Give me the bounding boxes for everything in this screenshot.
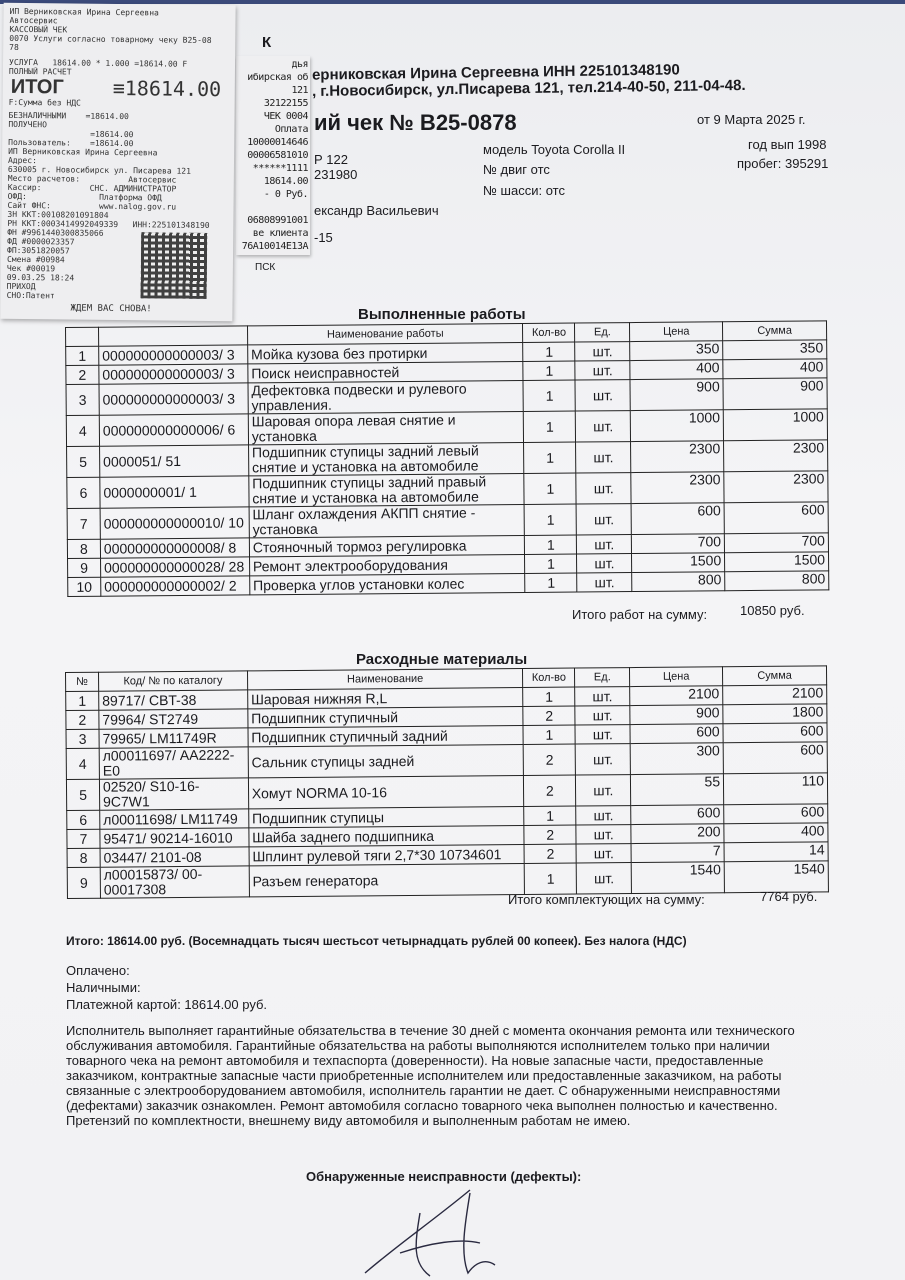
item-name: Подшипник ступицы задний левый снятие и установка на автомобиле <box>248 442 524 475</box>
qr-code <box>141 232 208 299</box>
item-code: 03447/ 2101-08 <box>100 847 249 867</box>
item-sum: 2300 <box>724 471 828 503</box>
column-header: Наименование работы <box>247 324 523 345</box>
item-code: 0000051/ 51 <box>99 445 248 477</box>
customer-name: ександр Васильевич <box>314 203 439 218</box>
row-number: 10 <box>68 577 101 596</box>
item-unit: шт. <box>577 573 632 592</box>
item-code: л00015873/ 00-00017308 <box>100 866 249 898</box>
item-qty: 1 <box>525 554 577 573</box>
item-sum: 2300 <box>724 440 828 472</box>
paid-label: Оплачено: <box>66 963 130 978</box>
item-qty: 1 <box>525 535 577 554</box>
receipt-line: F:Сумма без НДС <box>8 97 81 108</box>
column-header: Наименование <box>247 669 523 690</box>
works-total-label: Итого работ на сумму: <box>572 607 708 622</box>
item-sum: 400 <box>723 359 827 379</box>
item-price: 800 <box>632 572 725 592</box>
item-price: 700 <box>632 534 725 554</box>
column-header: Ед. <box>575 323 630 342</box>
slip-line: дья <box>291 59 308 70</box>
item-unit: шт. <box>575 380 630 411</box>
vehicle-engine: № двиг отс <box>483 162 550 177</box>
receipt-line: ИП Верниковская Ирина Сергеевна <box>9 6 159 18</box>
item-price: 1540 <box>631 862 724 894</box>
item-price: 7 <box>631 843 724 863</box>
slip-line: 76A10014E13A <box>241 241 308 252</box>
slip-line: ибирская об <box>247 72 308 83</box>
column-header <box>98 326 247 346</box>
item-sum: 350 <box>723 340 827 360</box>
item-price: 900 <box>630 379 723 411</box>
receipt-line: ФН #9961440300835066 <box>7 227 104 238</box>
receipt-line: ОФД: Платформа ОФД <box>7 191 162 203</box>
column-header: Сумма <box>723 321 827 341</box>
column-header: Код/ № по каталогу <box>98 671 247 691</box>
slip-line: 121 <box>291 85 308 96</box>
item-sum: 600 <box>723 723 827 743</box>
column-header: Цена <box>630 667 723 687</box>
item-sum: 1000 <box>723 409 827 441</box>
item-sum: 400 <box>724 823 828 843</box>
slip-line: ******1111 <box>252 163 308 174</box>
row-number: 5 <box>67 446 100 477</box>
table-row <box>67 861 828 899</box>
item-code: 79965/ LM11749R <box>99 728 248 748</box>
item-qty: 1 <box>523 380 575 411</box>
receipt-line: РН ККТ:0003414992049339 ИНН:225101348190 <box>7 218 210 230</box>
item-name: Разъем генератора <box>249 863 525 896</box>
item-name: Шплинт рулевой тяги 2,7*30 10734601 <box>249 844 525 865</box>
item-price: 900 <box>630 705 723 725</box>
item-qty: 2 <box>524 775 576 806</box>
row-number: 2 <box>66 710 99 729</box>
item-qty: 1 <box>524 411 576 442</box>
item-name: Шаровая нижняя R,L <box>247 688 523 709</box>
item-name: Хомут NORMA 10-16 <box>248 776 524 809</box>
item-price: 2100 <box>630 686 723 706</box>
item-unit: шт. <box>575 361 630 380</box>
item-code: л00011698/ LM11749 <box>100 809 249 829</box>
item-price: 1000 <box>631 410 724 442</box>
receipt-line: 630005 г. Новосибирск ул. Писарева 121 <box>7 164 191 176</box>
item-unit: шт. <box>575 744 630 775</box>
item-name: Мойка кузова без протирки <box>248 343 524 364</box>
item-qty: 2 <box>524 825 576 844</box>
item-unit: шт. <box>576 442 631 473</box>
item-code: 000000000000006/ 6 <box>99 414 248 446</box>
column-header: Кол-во <box>523 323 575 342</box>
title-fragment: К <box>262 34 272 51</box>
receipt-line: КАССОВЫЙ ЧЕК <box>9 24 68 35</box>
row-number: 8 <box>67 539 100 558</box>
item-name: Шаровая опора левая снятие и установка <box>248 412 524 445</box>
receipt-line: СНО:Патент <box>6 290 55 301</box>
column-header <box>66 327 99 346</box>
item-price: 300 <box>630 743 723 775</box>
row-number: 7 <box>67 829 100 848</box>
item-name: Подшипник ступицы <box>248 806 524 827</box>
item-unit: шт. <box>576 806 631 825</box>
item-sum: 1500 <box>725 552 829 572</box>
row-number: 6 <box>67 477 100 508</box>
item-name: Проверка углов установки колес <box>250 573 526 594</box>
document-date: от 9 Марта 2025 г. <box>697 112 806 127</box>
item-name: Дефектовка подвески и рулевого управления. <box>248 381 524 414</box>
text-fragment: ПСК <box>255 262 276 273</box>
item-unit: шт. <box>576 504 631 535</box>
payment-slip <box>236 56 310 255</box>
item-qty: 1 <box>523 361 575 380</box>
row-number: 2 <box>66 365 99 384</box>
item-code: 95471/ 90214-16010 <box>100 828 249 848</box>
item-sum: 900 <box>723 378 827 410</box>
warranty-text: Исполнитель выполняет гарантийные обязательства в течение 30 дней с момента окончания ремонта или технического обслуживания автомобиля. Гарантийные обязательства на работы выполняются исполнителем только при наличии товарного чека на ремонт автомобиля и техпаспорта (доверенности). На новые запасные части, предоставленные заказчиком, контрактные запасные части приобретенные исполнителем или предоставленные заказчиком, на работы связанные с электрооборудованием автомобиля, исполнитель гарантии не дает. С обнаруженными неисправностями (дефектами) заказчик ознакомлен. Ремонт автомобиля согласно товарного чека выполнен полностью и качественно. Претензий по комплектности, внешнему виду автомобиля и выполненным работам не имею. <box>66 1023 795 1128</box>
row-number: 5 <box>66 779 99 810</box>
receipt-line: Пользователь: =18614.00 <box>8 137 134 149</box>
receipt-line: =18614.00 <box>8 128 134 140</box>
item-code: 89717/ CBT-38 <box>99 690 248 710</box>
item-qty: 1 <box>524 473 576 504</box>
receipt-total: ≡18614.00 <box>112 75 222 102</box>
item-code: 000000000000003/ 3 <box>99 364 248 384</box>
item-qty: 1 <box>525 863 577 894</box>
row-number: 8 <box>67 848 100 867</box>
receipt-line: Смена #00984 <box>6 254 65 265</box>
row-number: 3 <box>66 729 99 748</box>
receipt-line: Сайт ФНС: www.nalog.gov.ru <box>7 200 177 212</box>
receipt-line: УСЛУГА 18614.00 * 1.000 =18614.00 F <box>8 57 188 69</box>
item-price: 2300 <box>631 441 724 473</box>
item-code: 000000000000028/ 28 <box>100 557 249 577</box>
item-qty: 1 <box>523 342 575 361</box>
item-unit: шт. <box>575 706 630 725</box>
seller-line: ерниковская Ирина Сергеевна ИНН 225101348190 <box>311 61 680 84</box>
vehicle-mileage: пробег: 395291 <box>737 156 829 171</box>
item-qty: 1 <box>524 806 576 825</box>
item-name: Стояночный тормоз регулировка <box>249 535 525 556</box>
column-header: Кол-во <box>523 668 575 687</box>
row-number: 7 <box>67 508 100 539</box>
column-header: Сумма <box>723 666 827 686</box>
item-qty: 2 <box>523 706 575 725</box>
receipt-total-label: ИТОГ <box>10 75 64 99</box>
receipt-line: Кассир: СНС. АДМИНИСТРАТОР <box>7 182 177 194</box>
document-title: ий чек № В25-0878 <box>314 110 517 135</box>
materials-table <box>65 665 829 899</box>
vehicle-plate: Р 122 <box>314 152 348 167</box>
item-name: Подшипник ступичный <box>248 707 524 728</box>
item-sum: 1540 <box>724 861 828 893</box>
works-total: 10850 руб. <box>740 603 805 618</box>
item-code: 0000000001/ 1 <box>100 476 249 508</box>
materials-title: Расходные материалы <box>356 651 528 668</box>
item-code: л00011697/ AA2222-E0 <box>99 747 248 779</box>
item-name: Шайба заднего подшипника <box>249 825 525 846</box>
item-sum: 600 <box>724 804 828 824</box>
item-unit: шт. <box>577 535 632 554</box>
item-unit: шт. <box>576 844 631 863</box>
receipt-line: ЗН ККТ:00108201091804 <box>7 209 109 220</box>
row-number: 4 <box>66 415 99 446</box>
slip-line: 18614.00 <box>263 176 308 187</box>
cash-receipt <box>0 3 235 321</box>
item-name: Шланг охлаждения АКПП снятие - установка <box>249 504 525 537</box>
row-number: 4 <box>66 748 99 779</box>
item-code: 000000000000003/ 3 <box>99 383 248 415</box>
item-code: 000000000000002/ 2 <box>101 576 250 596</box>
receipt-line: ФД #0000023357 <box>7 236 75 247</box>
row-number: 9 <box>68 558 101 577</box>
item-unit: шт. <box>576 411 631 442</box>
slip-line <box>238 201 308 214</box>
item-sum: 110 <box>724 773 828 805</box>
row-number: 6 <box>67 810 100 829</box>
receipt-line: Чек #00019 <box>6 263 56 274</box>
item-price: 600 <box>631 503 724 535</box>
item-unit: шт. <box>576 863 631 894</box>
receipt-line: ФП:3051820057 <box>7 245 70 256</box>
item-price: 600 <box>631 805 724 825</box>
item-qty: 1 <box>525 573 577 592</box>
item-sum: 600 <box>723 742 827 774</box>
item-qty: 1 <box>523 687 575 706</box>
item-code: 000000000000010/ 10 <box>100 507 249 539</box>
item-price: 600 <box>630 724 723 744</box>
card-payment: Платежной картой: 18614.00 руб. <box>66 997 268 1012</box>
item-name: Сальник ступицы задней <box>248 745 524 778</box>
grand-total-line: Итого: 18614.00 руб. (Восемнадцать тысяч шестьсот четырнадцать рублей 00 копеек). Без налога (НДС) <box>66 934 687 948</box>
works-table <box>65 320 829 597</box>
slip-line: 00006581010 <box>247 150 308 161</box>
receipt-line: 0070 Услуги согласно товарному чеку В25-08 <box>9 33 212 45</box>
row-number: 1 <box>66 346 99 365</box>
item-code: 02520/ S10-16-9C7W1 <box>99 778 248 810</box>
column-header: № <box>66 672 99 691</box>
item-sum: 800 <box>725 571 829 591</box>
receipt-line: 78 <box>9 42 19 52</box>
item-sum: 14 <box>724 842 828 862</box>
receipt-line: Место расчетов: Автосервис <box>7 173 177 185</box>
receipt-total-row <box>9 76 229 100</box>
item-qty: 1 <box>525 504 577 535</box>
item-name: Подшипник ступицы задний правый снятие и установка на автомобиле <box>249 473 525 506</box>
slip-line: 06808991001 <box>247 215 308 226</box>
item-price: 200 <box>631 824 724 844</box>
slip-line: - 0 Руб. <box>263 189 308 200</box>
item-name: Ремонт электрооборудования <box>249 554 525 575</box>
item-unit: шт. <box>575 725 630 744</box>
slip-line: ве клиента <box>252 228 308 239</box>
vehicle-vin: 231980 <box>314 167 358 182</box>
item-price: 55 <box>631 774 724 806</box>
address-line: , г.Новосибирск, ул.Писарева 121, тел.214-40-50, 211-04-48. <box>311 76 746 101</box>
item-unit: шт. <box>575 342 630 361</box>
item-qty: 1 <box>523 725 575 744</box>
defects-label: Обнаруженные неисправности (дефекты): <box>306 1169 582 1184</box>
item-price: 400 <box>630 360 723 380</box>
slip-line: 32122155 <box>263 98 308 109</box>
column-header: Ед. <box>575 668 630 687</box>
receipt-line: ПОЛУЧЕНО <box>8 119 47 130</box>
item-sum: 1800 <box>723 704 827 724</box>
works-title: Выполненные работы <box>358 306 526 323</box>
item-code: 79964/ ST2749 <box>99 709 248 729</box>
materials-total-label: Итого комплектующих на сумму: <box>508 892 705 907</box>
item-unit: шт. <box>576 775 631 806</box>
receipt-line: БЕЗНАЛИЧНЫМИ =18614.00 <box>8 110 129 122</box>
item-sum: 600 <box>724 502 828 534</box>
receipt-line: ПРИХОД <box>6 281 36 292</box>
receipt-line: Автосервис <box>9 15 58 26</box>
item-unit: шт. <box>577 554 632 573</box>
item-price: 350 <box>630 341 723 361</box>
item-name: Подшипник ступичный задний <box>248 726 524 747</box>
slip-line: 10000014646 <box>247 137 308 148</box>
receipt-line: ИП Верниковская Ирина Сергеевна <box>8 146 158 158</box>
row-number: 1 <box>66 691 99 710</box>
item-qty: 2 <box>524 744 576 775</box>
slip-line: ЧЕК 0004 <box>263 111 308 122</box>
receipt-footer: ЖДЕМ ВАС СНОВА! <box>70 303 152 315</box>
customer-phone: -15 <box>314 230 333 245</box>
signature <box>360 1188 510 1278</box>
vehicle-model: модель Toyota Corolla II <box>483 142 626 157</box>
item-qty: 1 <box>524 442 576 473</box>
item-code: 000000000000008/ 8 <box>100 538 249 558</box>
slip-line: Оплата <box>274 124 308 135</box>
item-price: 1500 <box>632 553 725 573</box>
item-sum: 2100 <box>723 685 827 705</box>
row-number: 3 <box>66 384 99 415</box>
vehicle-chassis: № шасси: отс <box>483 183 565 198</box>
row-number: 9 <box>67 867 100 898</box>
receipt-line: ПОЛНЫЙ РАСЧЕТ <box>8 66 72 77</box>
item-sum: 700 <box>724 533 828 553</box>
item-unit: шт. <box>575 687 630 706</box>
cash-label: Наличными: <box>66 980 141 995</box>
receipt-line: 09.03.25 18:24 <box>6 272 75 283</box>
receipt-line: Адрес: <box>7 155 37 166</box>
column-header: Цена <box>630 322 723 342</box>
item-unit: шт. <box>576 473 631 504</box>
item-price: 2300 <box>631 472 724 504</box>
item-code: 000000000000003/ 3 <box>99 345 248 365</box>
item-name: Поиск неисправностей <box>248 362 524 383</box>
item-qty: 2 <box>524 844 576 863</box>
vehicle-year: год вып 1998 <box>748 137 827 152</box>
item-unit: шт. <box>576 825 631 844</box>
materials-total: 7764 руб. <box>760 889 818 904</box>
